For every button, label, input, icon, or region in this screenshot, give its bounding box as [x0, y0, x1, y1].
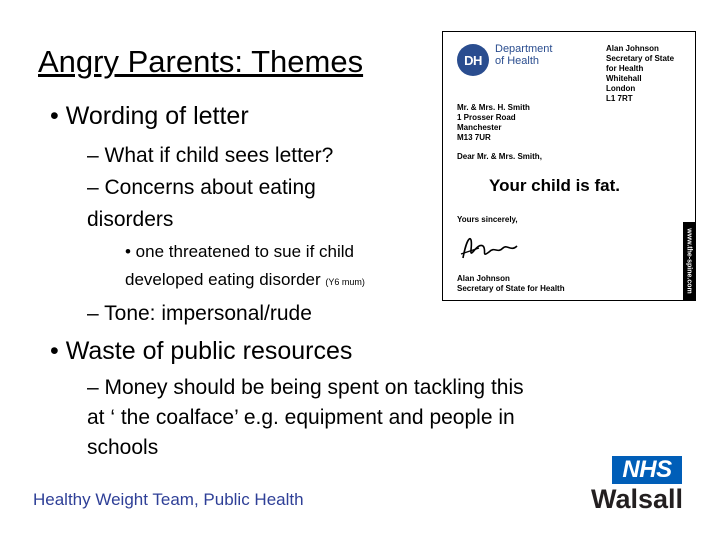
bullet-wording-of-letter: • Wording of letter: [50, 102, 249, 130]
sub-bullet-money-3: schools: [87, 436, 159, 459]
sub-sub-bullet-note: (Y6 mum): [325, 277, 365, 287]
sub-sub-bullet-sue-text: developed eating disorder: [125, 270, 321, 289]
sub-sub-bullet-sue-2: [125, 270, 365, 290]
sub-bullet-child-sees-letter: – What if child sees letter?: [87, 144, 334, 167]
sub-bullet-eating-disorders-1: – Concerns about eating: [87, 176, 316, 199]
letter-closing: Yours sincerely,: [457, 215, 518, 224]
nhs-walsall-text: Walsall: [591, 484, 684, 514]
letter-side-strip: [683, 222, 695, 300]
department-of-health-logo: DH: [457, 44, 489, 76]
sub-bullet-money-1: – Money should be being spent on tackling this: [87, 376, 524, 399]
sub-bullet-eating-disorders-2: disorders: [87, 208, 174, 231]
letter-image: [442, 31, 696, 301]
sub-bullet-money-2: at ‘ the coalface’ e.g. equipment and people in: [87, 406, 515, 429]
side-url: www.the-spine.com: [685, 228, 693, 294]
signature-icon: [457, 228, 527, 270]
department-of-health-name: Department of Health: [495, 43, 553, 67]
letter-salutation: Dear Mr. & Mrs. Smith,: [457, 152, 542, 161]
nhs-logo-text: NHS: [622, 456, 672, 483]
footer-text: Healthy Weight Team, Public Health: [33, 490, 304, 509]
slide-title: Angry Parents: Themes: [38, 44, 364, 79]
bullet-waste-of-resources: • Waste of public resources: [50, 337, 353, 365]
letter-message: Your child is fat.: [489, 176, 620, 195]
letter-sender-address: Alan Johnson Secretary of State for Health Whitehall London L1 7RT: [606, 44, 675, 103]
letter-signoff: Alan Johnson Secretary of State for Health: [457, 274, 565, 293]
sub-sub-bullet-sue-1: • one threatened to sue if child: [125, 242, 354, 261]
sub-bullet-tone: – Tone: impersonal/rude: [87, 302, 312, 325]
nhs-logo: [612, 456, 682, 484]
letter-recipient-address: Mr. & Mrs. H. Smith 1 Prosser Road Manchester M13 7UR: [457, 103, 530, 142]
